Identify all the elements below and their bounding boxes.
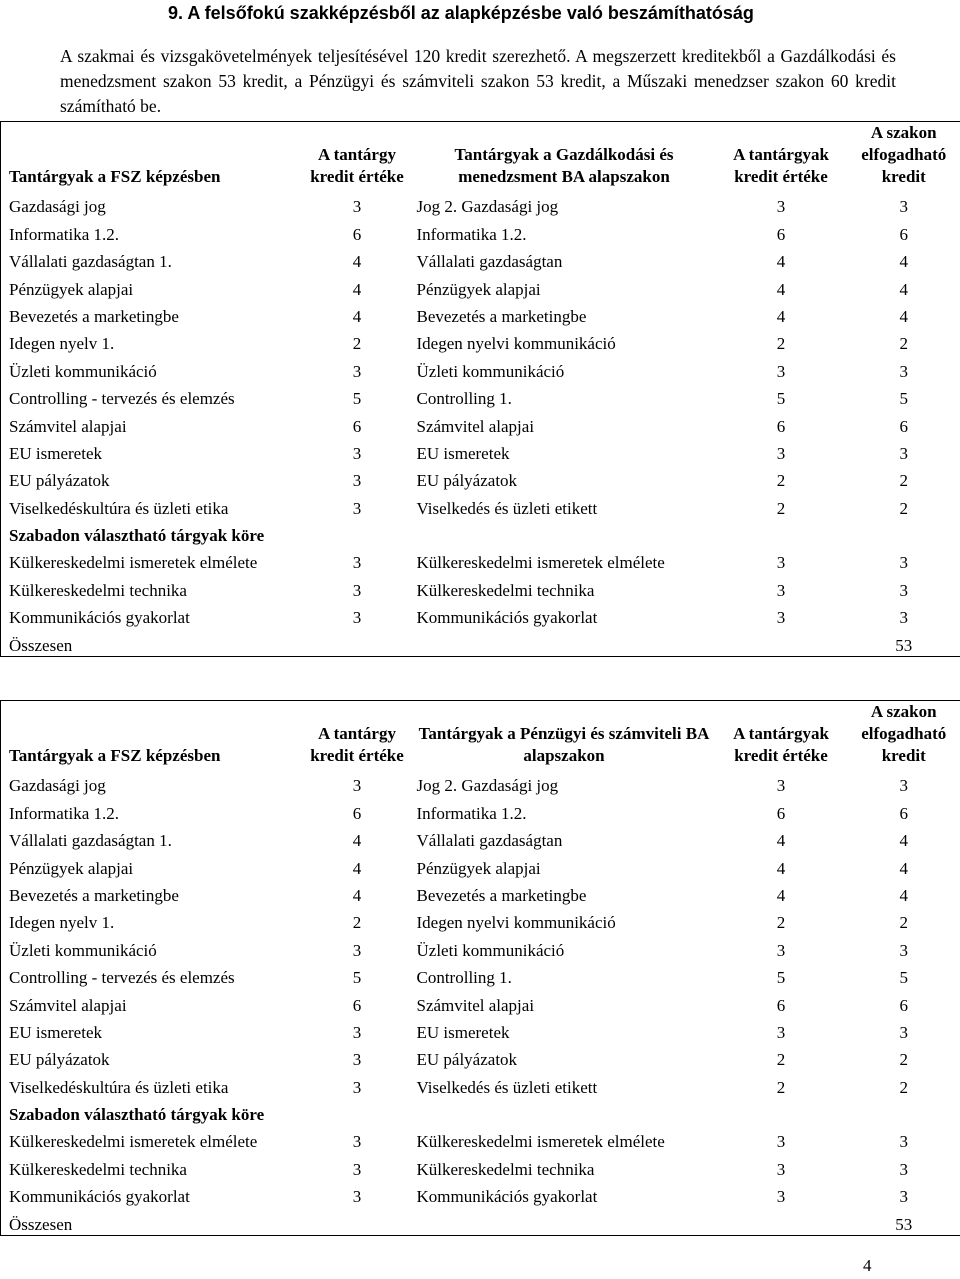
fsz-credit: 3 (352, 580, 362, 600)
ba-subject: Külkereskedelmi ismeretek elmélete (416, 1132, 665, 1152)
table-row (1, 409, 960, 436)
ba-credit: 4 (776, 306, 786, 326)
ba-credit: 3 (776, 608, 786, 628)
ba-credit: 3 (776, 580, 786, 600)
ba-credit: 4 (776, 831, 786, 851)
empty-cell (715, 628, 843, 656)
table-row (1, 1016, 960, 1043)
table-row (1, 988, 960, 1015)
fsz-subject: Controlling - tervezés és elemzés (1, 961, 301, 988)
ba-subject: EU pályázatok (416, 1050, 518, 1070)
fsz-subject: EU pályázatok (1, 1043, 301, 1070)
fsz-subject: Gazdasági jog (1, 769, 301, 796)
fsz-subject: EU ismeretek (1, 437, 301, 464)
header-ba-subjects: Tantárgyak a Pénzügyi és számviteli BA alapszakon (409, 701, 715, 770)
fsz-credit: 4 (352, 252, 362, 272)
fsz-credit: 3 (352, 1132, 362, 1152)
header-accepted-credit: A szakon elfogadható kredit (843, 122, 960, 191)
header-ba-credit: A tantárgyak kredit értéke (715, 122, 843, 191)
accepted-credit: 6 (843, 988, 960, 1015)
table-row (1, 491, 960, 518)
ba-subject: Controlling 1. (416, 968, 512, 988)
accepted-credit: 4 (843, 851, 960, 878)
header-fsz-credit: A tantárgy kredit értéke (301, 701, 409, 770)
accepted-credit: 4 (843, 879, 960, 906)
ba-subject: Üzleti kommunikáció (416, 361, 565, 381)
fsz-subject: Külkereskedelmi technika (1, 573, 301, 600)
ba-credit: 3 (776, 1159, 786, 1179)
table-row (1, 354, 960, 381)
fsz-credit: 3 (352, 443, 362, 463)
credit-table-gazdalkodasi (0, 121, 960, 657)
fsz-credit: 5 (352, 389, 362, 409)
section-title: 9. A felsőfokú szakképzésből az alapképzésbe való beszámíthatóság (168, 3, 754, 23)
table-row (1, 1152, 960, 1179)
ba-subject: Külkereskedelmi technika (416, 580, 595, 600)
fsz-credit: 3 (352, 608, 362, 628)
accepted-credit: 3 (843, 573, 960, 600)
fsz-credit: 5 (352, 968, 362, 988)
total-value: 53 (843, 1207, 960, 1235)
fsz-credit: 3 (352, 1187, 362, 1207)
ba-credit: 3 (776, 443, 786, 463)
empty-cell (409, 628, 715, 656)
table-row (1, 1043, 960, 1070)
table-row (1, 906, 960, 933)
accepted-credit: 3 (843, 1152, 960, 1179)
elective-section-row (1, 1098, 960, 1125)
fsz-credit: 3 (352, 1077, 362, 1097)
table-row (1, 573, 960, 600)
ba-credit: 6 (776, 416, 786, 436)
empty-cell (409, 519, 715, 546)
ba-credit: 5 (776, 389, 786, 409)
fsz-subject: Viselkedéskultúra és üzleti etika (1, 1070, 301, 1097)
elective-section-label: Szabadon választható tárgyak köre (1, 519, 301, 546)
header-row (1, 701, 960, 770)
ba-subject: Külkereskedelmi technika (416, 1159, 595, 1179)
fsz-subject: Bevezetés a marketingbe (1, 300, 301, 327)
fsz-credit: 2 (352, 913, 362, 933)
fsz-credit: 3 (352, 498, 362, 518)
ba-credit: 5 (776, 968, 786, 988)
table-row (1, 190, 960, 217)
fsz-subject: Külkereskedelmi ismeretek elmélete (1, 1125, 301, 1152)
table-row (1, 1125, 960, 1152)
fsz-subject: Külkereskedelmi ismeretek elmélete (1, 546, 301, 573)
ba-subject: Controlling 1. (416, 389, 512, 409)
fsz-credit: 6 (352, 803, 362, 823)
fsz-subject: Kommunikációs gyakorlat (1, 601, 301, 628)
table-row (1, 769, 960, 796)
table-row (1, 300, 960, 327)
fsz-credit: 6 (352, 995, 362, 1015)
fsz-credit: 3 (352, 1159, 362, 1179)
total-row (1, 628, 960, 656)
accepted-credit: 5 (843, 961, 960, 988)
total-label: Összesen (1, 1207, 301, 1235)
fsz-subject: Számvitel alapjai (1, 988, 301, 1015)
fsz-credit: 3 (352, 776, 362, 796)
fsz-subject: Gazdasági jog (1, 190, 301, 217)
fsz-credit: 4 (352, 858, 362, 878)
page-number: 4 (863, 1256, 872, 1275)
accepted-credit: 2 (843, 464, 960, 491)
total-row (1, 1207, 960, 1235)
fsz-subject: Bevezetés a marketingbe (1, 879, 301, 906)
fsz-credit: 3 (352, 361, 362, 381)
fsz-credit: 3 (352, 471, 362, 491)
empty-cell (843, 519, 960, 546)
ba-subject: Vállalati gazdaságtan (416, 831, 563, 851)
fsz-credit: 3 (352, 1022, 362, 1042)
accepted-credit: 3 (843, 1016, 960, 1043)
accepted-credit: 6 (843, 217, 960, 244)
ba-credit: 2 (776, 913, 786, 933)
fsz-subject: Külkereskedelmi technika (1, 1152, 301, 1179)
table-row (1, 546, 960, 573)
ba-credit: 2 (776, 1050, 786, 1070)
accepted-credit: 3 (843, 933, 960, 960)
ba-credit: 6 (776, 803, 786, 823)
ba-subject: Jog 2. Gazdasági jog (416, 776, 559, 796)
header-ba-subjects: Tantárgyak a Gazdálkodási és menedzsment BA alapszakon (409, 122, 715, 191)
ba-subject: Jog 2. Gazdasági jog (416, 197, 559, 217)
empty-cell (409, 1098, 715, 1125)
ba-subject: Bevezetés a marketingbe (416, 885, 587, 905)
table-row (1, 961, 960, 988)
table-row (1, 879, 960, 906)
accepted-credit: 4 (843, 300, 960, 327)
fsz-credit: 4 (352, 885, 362, 905)
table-row (1, 327, 960, 354)
ba-subject: Idegen nyelvi kommunikáció (416, 913, 616, 933)
accepted-credit: 3 (843, 1125, 960, 1152)
ba-subject: EU ismeretek (416, 443, 510, 463)
accepted-credit: 2 (843, 1043, 960, 1070)
accepted-credit: 2 (843, 1070, 960, 1097)
fsz-subject: Pénzügyek alapjai (1, 851, 301, 878)
fsz-credit: 4 (352, 831, 362, 851)
ba-credit: 3 (776, 1132, 786, 1152)
fsz-subject: Számvitel alapjai (1, 409, 301, 436)
ba-subject: EU pályázatok (416, 471, 518, 491)
ba-credit: 4 (776, 885, 786, 905)
fsz-subject: Üzleti kommunikáció (1, 933, 301, 960)
fsz-subject: Üzleti kommunikáció (1, 354, 301, 381)
total-label: Összesen (1, 628, 301, 656)
table-row (1, 851, 960, 878)
fsz-credit: 6 (352, 224, 362, 244)
fsz-subject: Controlling - tervezés és elemzés (1, 382, 301, 409)
fsz-subject: Kommunikációs gyakorlat (1, 1180, 301, 1207)
fsz-credit: 4 (352, 279, 362, 299)
accepted-credit: 3 (843, 546, 960, 573)
accepted-credit: 5 (843, 382, 960, 409)
empty-cell (715, 519, 843, 546)
fsz-subject: Vállalati gazdaságtan 1. (1, 824, 301, 851)
ba-subject: Informatika 1.2. (416, 803, 527, 823)
header-accepted-credit: A szakon elfogadható kredit (843, 701, 960, 770)
ba-subject: Üzleti kommunikáció (416, 940, 565, 960)
ba-subject: Pénzügyek alapjai (416, 279, 541, 299)
fsz-credit: 2 (352, 334, 362, 354)
ba-subject: EU ismeretek (416, 1022, 510, 1042)
table-row (1, 1180, 960, 1207)
elective-section-row (1, 519, 960, 546)
ba-subject: Kommunikációs gyakorlat (416, 608, 598, 628)
table-row (1, 245, 960, 272)
fsz-subject: Idegen nyelv 1. (1, 327, 301, 354)
ba-subject: Kommunikációs gyakorlat (416, 1187, 598, 1207)
ba-subject: Bevezetés a marketingbe (416, 306, 587, 326)
table-row (1, 437, 960, 464)
fsz-credit: 3 (352, 940, 362, 960)
header-row (1, 122, 960, 191)
accepted-credit: 3 (843, 437, 960, 464)
accepted-credit: 3 (843, 1180, 960, 1207)
ba-credit: 3 (776, 197, 786, 217)
header-fsz-subjects: Tantárgyak a FSZ képzésben (1, 122, 301, 191)
table-row (1, 1070, 960, 1097)
accepted-credit: 2 (843, 327, 960, 354)
ba-subject: Pénzügyek alapjai (416, 858, 541, 878)
ba-subject: Viselkedés és üzleti etikett (416, 498, 598, 518)
fsz-subject: Vállalati gazdaságtan 1. (1, 245, 301, 272)
table-row (1, 464, 960, 491)
empty-cell (843, 1098, 960, 1125)
ba-subject: Számvitel alapjai (416, 416, 535, 436)
header-fsz-credit: A tantárgy kredit értéke (301, 122, 409, 191)
accepted-credit: 6 (843, 409, 960, 436)
fsz-credit: 3 (352, 1050, 362, 1070)
ba-subject: Idegen nyelvi kommunikáció (416, 334, 616, 354)
accepted-credit: 4 (843, 824, 960, 851)
ba-credit: 3 (776, 940, 786, 960)
empty-cell (301, 1098, 409, 1125)
fsz-subject: Idegen nyelv 1. (1, 906, 301, 933)
ba-subject: Viselkedés és üzleti etikett (416, 1077, 598, 1097)
table-row (1, 601, 960, 628)
table-row (1, 217, 960, 244)
ba-credit: 3 (776, 1022, 786, 1042)
accepted-credit: 4 (843, 272, 960, 299)
ba-credit: 2 (776, 334, 786, 354)
accepted-credit: 3 (843, 190, 960, 217)
ba-credit: 2 (776, 1077, 786, 1097)
table-row (1, 933, 960, 960)
accepted-credit: 2 (843, 906, 960, 933)
accepted-credit: 6 (843, 796, 960, 823)
fsz-subject: Informatika 1.2. (1, 217, 301, 244)
accepted-credit: 3 (843, 769, 960, 796)
table-row (1, 272, 960, 299)
ba-credit: 2 (776, 498, 786, 518)
fsz-subject: EU pályázatok (1, 464, 301, 491)
empty-cell (715, 1207, 843, 1235)
ba-credit: 2 (776, 471, 786, 491)
accepted-credit: 4 (843, 245, 960, 272)
fsz-credit: 3 (352, 197, 362, 217)
accepted-credit: 3 (843, 601, 960, 628)
empty-cell (301, 519, 409, 546)
ba-subject: Vállalati gazdaságtan (416, 252, 563, 272)
fsz-credit: 4 (352, 306, 362, 326)
ba-credit: 3 (776, 553, 786, 573)
ba-credit: 6 (776, 995, 786, 1015)
empty-cell (409, 1207, 715, 1235)
ba-credit: 3 (776, 776, 786, 796)
fsz-subject: Pénzügyek alapjai (1, 272, 301, 299)
elective-section-label: Szabadon választható tárgyak köre (1, 1098, 301, 1125)
fsz-credit: 3 (352, 553, 362, 573)
ba-credit: 3 (776, 361, 786, 381)
accepted-credit: 2 (843, 491, 960, 518)
empty-cell (715, 1098, 843, 1125)
ba-subject: Külkereskedelmi ismeretek elmélete (416, 553, 665, 573)
table-row (1, 824, 960, 851)
ba-subject: Informatika 1.2. (416, 224, 527, 244)
credit-table-penzugyi (0, 700, 960, 1236)
empty-cell (301, 1207, 409, 1235)
fsz-subject: EU ismeretek (1, 1016, 301, 1043)
fsz-subject: Informatika 1.2. (1, 796, 301, 823)
table-row (1, 382, 960, 409)
intro-paragraph: A szakmai és vizsgakövetelmények teljesítésével 120 kredit szerezhető. A megszerzett kreditekből a Gazdálkodási és menedzsment szakon 53 kredit, a Pénzügyi és számviteli szakon 53 kredit, a Műszaki menedzser szakon 60 kredit számítható be. (60, 46, 896, 116)
ba-credit: 4 (776, 279, 786, 299)
fsz-credit: 6 (352, 416, 362, 436)
empty-cell (301, 628, 409, 656)
ba-credit: 6 (776, 224, 786, 244)
ba-credit: 4 (776, 252, 786, 272)
ba-subject: Számvitel alapjai (416, 995, 535, 1015)
total-value: 53 (843, 628, 960, 656)
table-row (1, 796, 960, 823)
fsz-subject: Viselkedéskultúra és üzleti etika (1, 491, 301, 518)
header-ba-credit: A tantárgyak kredit értéke (715, 701, 843, 770)
accepted-credit: 3 (843, 354, 960, 381)
header-fsz-subjects: Tantárgyak a FSZ képzésben (1, 701, 301, 770)
ba-credit: 3 (776, 1187, 786, 1207)
ba-credit: 4 (776, 858, 786, 878)
